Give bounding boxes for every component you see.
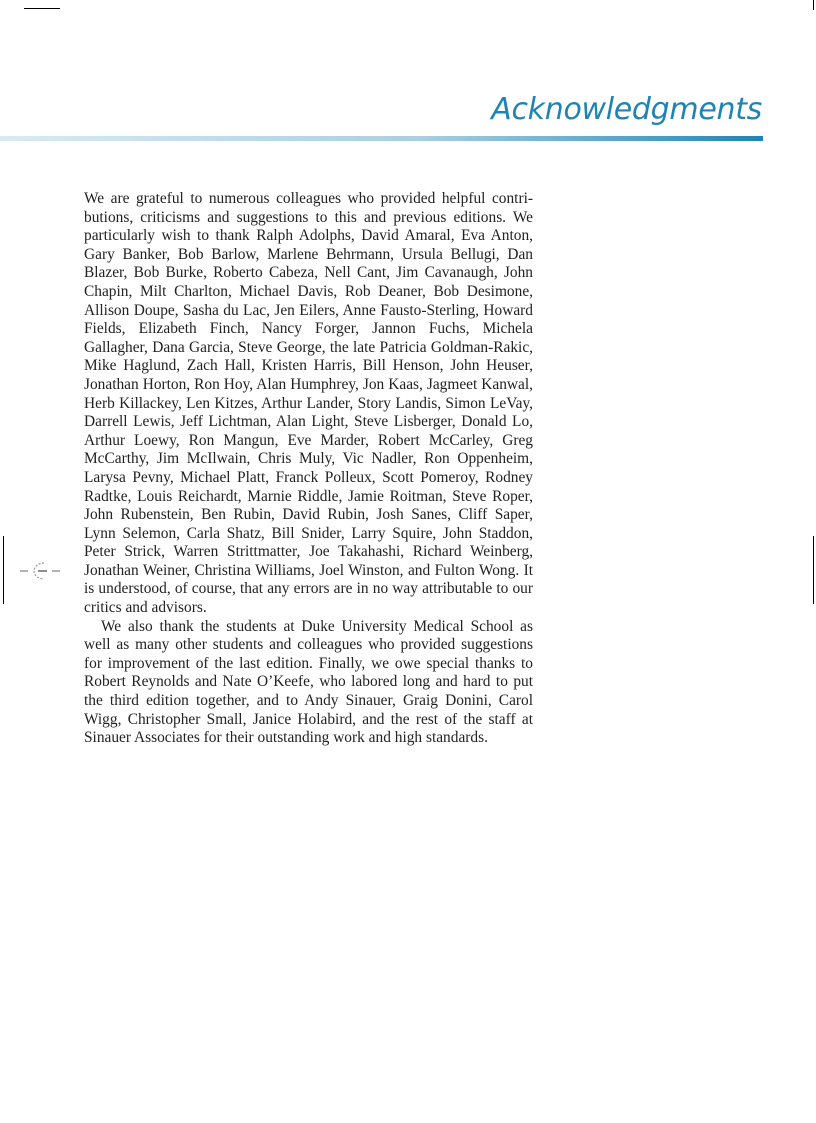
acknowledgments-body xyxy=(84,190,533,748)
title-rule xyxy=(0,136,763,141)
registration-mark-icon xyxy=(20,560,60,582)
crop-mark-left xyxy=(3,536,4,604)
crop-mark-top-right xyxy=(813,0,814,10)
crop-mark-right xyxy=(813,536,814,604)
crop-mark-top-left xyxy=(24,8,60,9)
page-title: Acknowledgments xyxy=(491,92,762,127)
paragraph: We also thank the students at Duke University Medical School as well as many other students and colleagues who provided suggestions for improvement of the last edition. Finally, we owe special thanks to Robert Reynolds and Nate O’Keefe, who labored long and hard to put the third edition together, and to Andy Sinauer, Graig Donini, Carol Wigg, Christopher Small, Janice Holabird, and the rest of the staff at Sinauer Associates for their outstanding work and high standards. xyxy=(84,617,533,747)
paragraph: We are grateful to numerous colleagues who provided helpful contributions, criticisms and suggestions to this and previous editions. We particularly wish to thank Ralph Adolphs, David Amaral, Eva Anton, Gary Banker, Bob Barlow, Marlene Behrmann, Ursula Bellugi, Dan Blazer, Bob Burke, Roberto Cabeza, Nell Cant, Jim Cavanaugh, John Chapin, Milt Charlton, Michael Davis, Rob Deaner, Bob Desimone, Allison Doupe, Sasha du Lac, Jen Eilers, Anne Fausto-Sterling, Howard Fields, Elizabeth Finch, Nancy Forger, Jannon Fuchs, Michela Gallagher, Dana Garcia, Steve George, the late Patricia Goldman-Rakic, Mike Haglund, Zach Hall, Kristen Harris, Bill Henson, John Heuser, Jonathan Horton, Ron Hoy, Alan Humphrey, Jon Kaas, Jagmeet Kanwal, Herb Killackey, Len Kitzes, Arthur Lander, Story Landis, Simon LeVay, Darrell Lewis, Jeff Lichtman, Alan Light, Steve Lisberger, Donald Lo, Arthur Loewy, Ron Mangun, Eve Marder, Robert McCarley, Greg McCarthy, Jim McIlwain, Chris Muly, Vic Nadler, Ron Oppenheim, Larysa Pevny, Michael Platt, Franck Polleux, Scott Pomeroy, Rodney Radtke, Louis Reichardt, Marnie Riddle, Jamie Roitman, Steve Roper, John Rubenstein, Ben Rubin, David Rubin, Josh Sanes, Cliff Saper, Lynn Selemon, Carla Shatz, Bill Snider, Larry Squire, John Staddon, Peter Strick, Warren Strittmatter, Joe Takahashi, Richard Weinberg, Jonathan Weiner, Christina Williams, Joel Winston, and Fulton Wong. It is understood, of course, that any errors are in no way attributable to our critics and advisors. xyxy=(84,190,533,617)
